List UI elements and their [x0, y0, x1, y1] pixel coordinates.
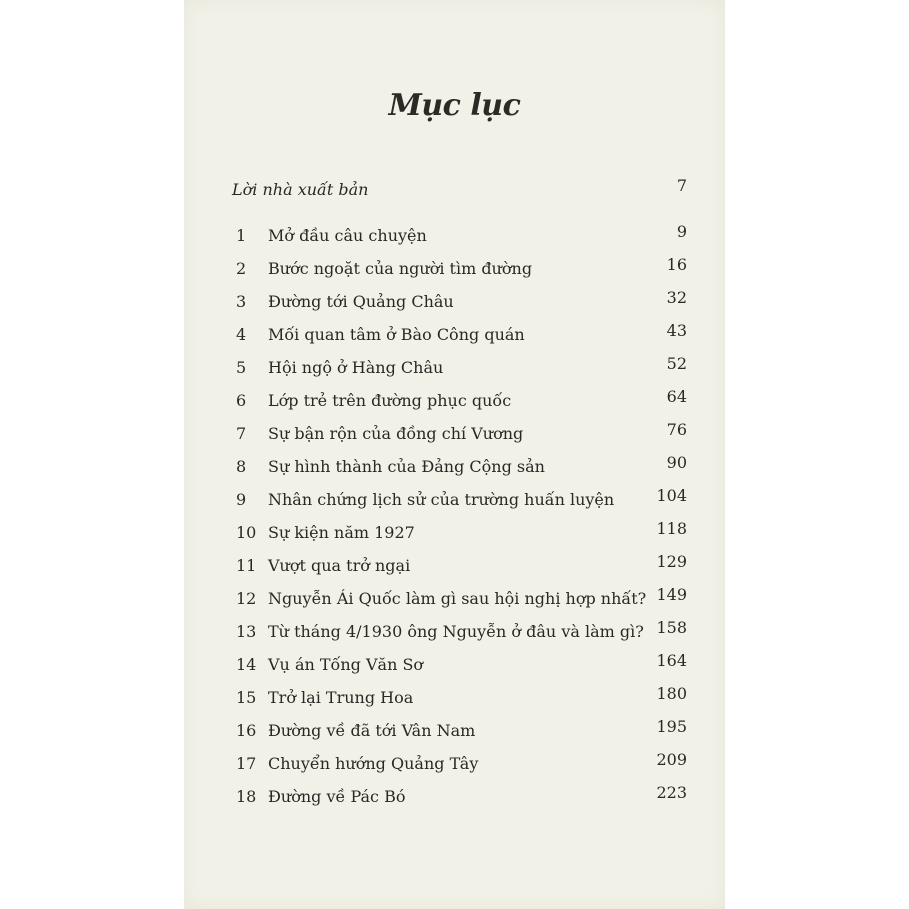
entry-page: 164	[656, 651, 687, 670]
entry-page: 149	[656, 585, 687, 604]
entry-page: 64	[666, 387, 687, 406]
entry-title: Đường về đã tới Vân Nam	[268, 721, 476, 740]
toc-entry	[232, 519, 687, 545]
entry-number: 12	[236, 589, 257, 608]
entry-title: Mối quan tâm ở Bào Công quán	[268, 325, 525, 344]
toc-entry	[232, 618, 687, 644]
entry-title: Nguyễn Ái Quốc làm gì sau hội nghị hợp nhất?	[268, 589, 647, 608]
entry-title: Trở lại Trung Hoa	[268, 688, 414, 707]
entry-page: 129	[656, 552, 687, 571]
toc-preface	[232, 176, 687, 202]
entry-page: 32	[666, 288, 687, 307]
entry-number: 4	[236, 325, 247, 344]
entry-number: 2	[236, 259, 247, 278]
entry-number: 11	[236, 556, 257, 575]
entry-number: 9	[236, 490, 247, 509]
entry-number: 5	[236, 358, 247, 377]
toc-entry	[232, 552, 687, 578]
toc-entry	[232, 585, 687, 611]
entry-number: 1	[236, 226, 247, 245]
entry-title: Vụ án Tống Văn Sơ	[268, 655, 424, 674]
toc-entry	[232, 255, 687, 281]
entry-page: 223	[656, 783, 687, 802]
entry-number: 6	[236, 391, 247, 410]
entry-number: 16	[236, 721, 257, 740]
toc-entry	[232, 321, 687, 347]
entry-page: 195	[656, 717, 687, 736]
entry-title: Nhân chứng lịch sử của trường huấn luyện	[268, 490, 615, 509]
entry-title: Sự kiện năm 1927	[268, 523, 415, 542]
entry-page: 180	[656, 684, 687, 703]
entry-page: 118	[656, 519, 687, 538]
entry-number: 18	[236, 787, 257, 806]
toc-entry	[232, 486, 687, 512]
toc-entry	[232, 684, 687, 710]
toc-entry	[232, 783, 687, 809]
toc-entry	[232, 222, 687, 248]
entry-page: 209	[656, 750, 687, 769]
entry-page: 16	[666, 255, 687, 274]
entry-title: Từ tháng 4/1930 ông Nguyễn ở đâu và làm gì?	[268, 622, 644, 641]
page-title: Mục lục	[388, 88, 521, 123]
entry-number: 15	[236, 688, 257, 707]
preface-label: Lời nhà xuất bản	[232, 180, 369, 199]
entry-page: 52	[666, 354, 687, 373]
entry-page: 90	[666, 453, 687, 472]
entry-number: 13	[236, 622, 257, 641]
entry-number: 7	[236, 424, 247, 443]
toc-entry	[232, 387, 687, 413]
entry-page: 43	[666, 321, 687, 340]
entry-title: Chuyển hướng Quảng Tây	[268, 754, 479, 773]
entry-number: 10	[236, 523, 257, 542]
entry-title: Đường tới Quảng Châu	[268, 292, 454, 311]
entry-title: Sự bận rộn của đồng chí Vương	[268, 424, 524, 443]
toc-entry	[232, 288, 687, 314]
entry-number: 17	[236, 754, 257, 773]
entry-number: 14	[236, 655, 257, 674]
entry-number: 3	[236, 292, 247, 311]
book-page	[184, 0, 725, 909]
entry-title: Đường về Pác Bó	[268, 787, 406, 806]
toc-entry	[232, 651, 687, 677]
toc-entry	[232, 750, 687, 776]
entry-title: Mở đầu câu chuyện	[268, 226, 427, 245]
entry-title: Vượt qua trở ngại	[268, 556, 411, 575]
entry-title: Sự hình thành của Đảng Cộng sản	[268, 457, 545, 476]
entry-page: 104	[656, 486, 687, 505]
entry-number: 8	[236, 457, 247, 476]
entry-title: Lớp trẻ trên đường phục quốc	[268, 391, 512, 410]
preface-page: 7	[676, 176, 687, 195]
toc-entry	[232, 420, 687, 446]
entry-page: 9	[676, 222, 687, 241]
toc-entry	[232, 717, 687, 743]
entry-title: Bước ngoặt của người tìm đường	[268, 259, 533, 278]
entry-page: 158	[656, 618, 687, 637]
toc-entry	[232, 354, 687, 380]
entry-title: Hội ngộ ở Hàng Châu	[268, 358, 444, 377]
toc-entry	[232, 453, 687, 479]
entry-page: 76	[666, 420, 687, 439]
